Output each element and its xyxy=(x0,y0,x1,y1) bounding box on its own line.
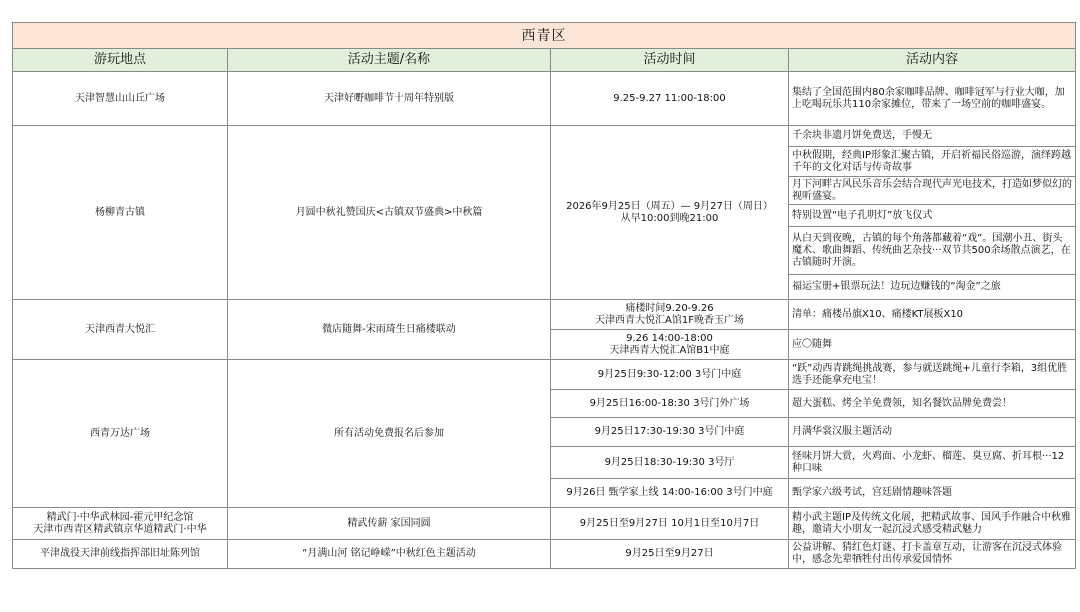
location-cell: 杨柳青古镇 xyxy=(13,126,228,300)
detail-cell: 集结了全国范围内80余家咖啡品牌、咖啡冠军与行业大咖，加上吃喝玩乐共110余家摊位，带来了一场空前的咖啡盛宴。 xyxy=(789,72,1076,126)
detail-cell: 清单：痛楼吊旗X10、痛楼KT展板X10 xyxy=(789,300,1076,330)
location-line: 精武门·中华武林园-霍元甲纪念馆 xyxy=(46,511,194,523)
detail-cell: 特别设置“电子孔明灯”放飞仪式 xyxy=(789,205,1076,227)
detail-cell: 中秋假期，经典IP形象汇聚古镇，开启祈福民俗巡游，演绎跨越千年的文化对话与传奇故事 xyxy=(789,147,1076,177)
time-line: 2026年9月25日（周五）— 9月27日（周日） xyxy=(566,200,773,212)
location-cell: 天津西青大悦汇 xyxy=(13,300,228,360)
detail-cell: 月下河畔古风民乐音乐会结合现代声光电技术，打造如梦似幻的视听盛宴。 xyxy=(789,177,1076,205)
detail-cell: 怪味月饼大赏，火鸡面、小龙虾、榴莲、臭豆腐、折耳根···12种口味 xyxy=(789,447,1076,479)
time-cell xyxy=(551,126,789,300)
header-content: 活动内容 xyxy=(789,49,1076,72)
detail-cell: 从白天到夜晚，古镇的每个角落都藏着“戏”。国潮小丑、街头魔术、歌曲舞蹈、传统曲艺杂技···双节共500余场散点演艺，在古镇随时开演。 xyxy=(789,227,1076,275)
time-line: 痛楼时间9.20-9.26 xyxy=(625,302,714,314)
location-line: 天津市西青区精武镇京华道精武门·中华 xyxy=(33,523,207,535)
time-cell: 9.25-9.27 11:00-18:00 xyxy=(551,72,789,126)
time-cell: 9月25日17:30-19:30 3号门中庭 xyxy=(551,418,789,447)
time-line: 天津西青大悦汇A馆B1中庭 xyxy=(609,344,730,356)
theme-cell: 微店随舞-宋雨琦生日痛楼联动 xyxy=(228,300,551,360)
time-line: 从早10:00到晚21:00 xyxy=(620,212,719,224)
time-cell xyxy=(551,300,789,330)
theme-cell: 所有活动免费报名后参加 xyxy=(228,360,551,508)
time-cell: 9月25日至9月27日 10月1日至10月7日 xyxy=(551,508,789,540)
time-cell: 9月25日16:00-18:30 3号门外广场 xyxy=(551,390,789,418)
detail-cell: 超大蛋糕、烤全羊免费领，知名餐饮品牌免费尝！ xyxy=(789,390,1076,418)
detail-cell: 千余块非遗月饼免费送，手慢无 xyxy=(789,126,1076,147)
events-sheet xyxy=(12,22,1075,569)
detail-cell: 月满华裳汉服主题活动 xyxy=(789,418,1076,447)
events-table xyxy=(12,22,1076,569)
theme-cell: 精武传薪 家国同圆 xyxy=(228,508,551,540)
time-line: 天津西青大悦汇A馆1F晚香玉广场 xyxy=(595,314,744,326)
time-line: 9.26 14:00-18:00 xyxy=(626,332,713,344)
header-time: 活动时间 xyxy=(551,49,789,72)
theme-cell: “月满山河 铭记峥嵘”中秋红色主题活动 xyxy=(228,540,551,569)
detail-cell: “跃”动西青跳绳挑战赛，参与就送跳绳+儿童行李箱，3组优胜选手还能拿充电宝！ xyxy=(789,360,1076,390)
theme-cell: 天津好嘢咖啡节十周年特别版 xyxy=(228,72,551,126)
header-location: 游玩地点 xyxy=(13,49,228,72)
sheet-title: 西青区 xyxy=(13,23,1076,49)
detail-cell: 甄学家六级考试，宫廷剧情趣味答题 xyxy=(789,479,1076,508)
time-cell xyxy=(551,330,789,360)
time-cell: 9月25日9:30-12:00 3号门中庭 xyxy=(551,360,789,390)
detail-cell: 福运宝册+银票玩法！边玩边赚钱的“淘金”之旅 xyxy=(789,275,1076,300)
detail-cell: 应〇随舞 xyxy=(789,330,1076,360)
time-cell: 9月25日至9月27日 xyxy=(551,540,789,569)
location-cell xyxy=(13,508,228,540)
location-cell: 西青万达广场 xyxy=(13,360,228,508)
theme-cell: 月圆中秋礼赞国庆<古镇双节盛典>中秋篇 xyxy=(228,126,551,300)
location-cell: 天津智慧山山丘广场 xyxy=(13,72,228,126)
header-theme: 活动主题/名称 xyxy=(228,49,551,72)
time-cell: 9月25日18:30-19:30 3号厅 xyxy=(551,447,789,479)
time-cell: 9月26日 甄学家上线 14:00-16:00 3号门中庭 xyxy=(551,479,789,508)
detail-cell: 公益讲解、猜红色灯谜、打卡盖章互动，让游客在沉浸式体验中，感念先辈牺牲付出传承爱国情怀 xyxy=(789,540,1076,569)
detail-cell: 精小武主题IP及传统文化展，把精武故事、国风手作融合中秋雅趣，邀请大小朋友一起沉浸式感受精武魅力 xyxy=(789,508,1076,540)
location-cell: 平津战役天津前线指挥部旧址陈列馆 xyxy=(13,540,228,569)
